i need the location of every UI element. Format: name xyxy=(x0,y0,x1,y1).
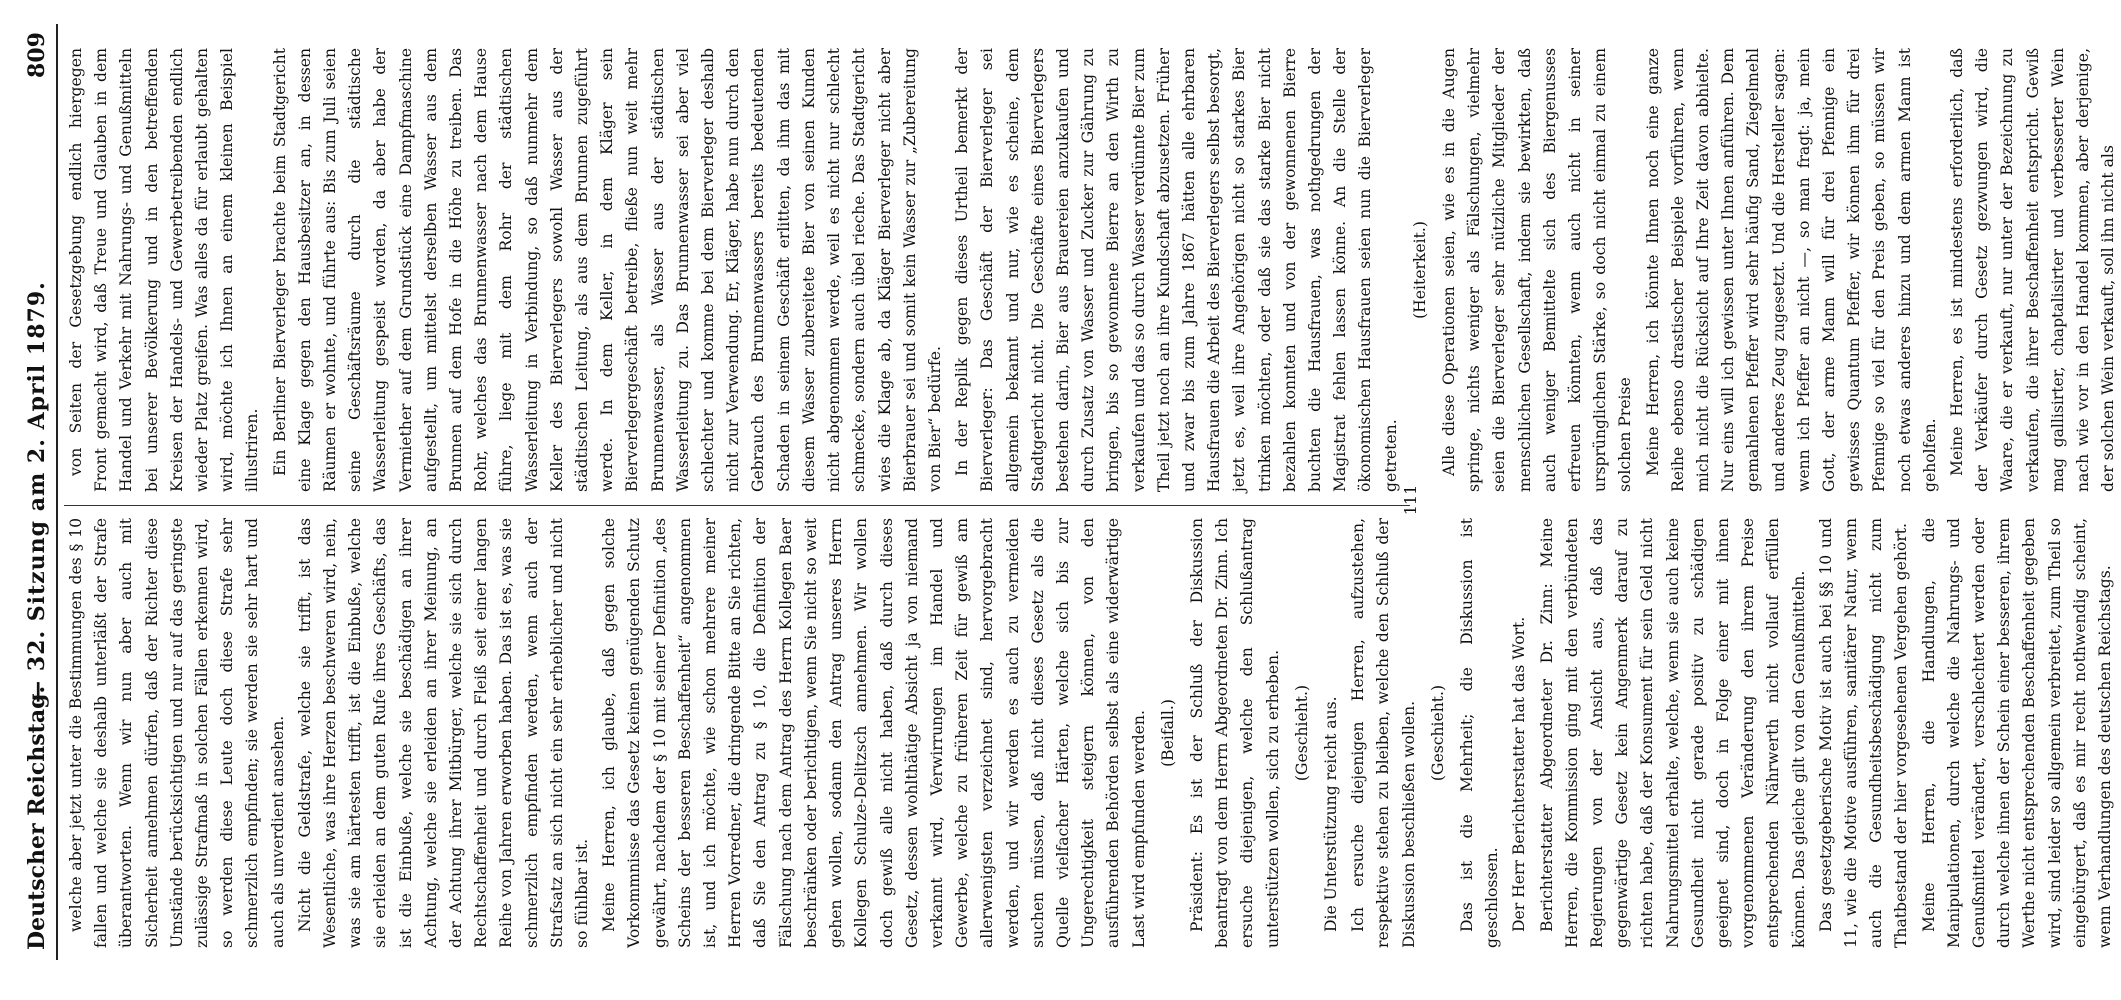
paragraph: Meine Herren, es ist mindestens erforderlich, daß der Verkäufer durch Gesetz gezwungen wird, die Waare, die er verkauft, nur unter der Bezeichnung zu verkaufen, die ihrer Beschaffenheit entspricht. Gewiß mag gallisirter, chaptalisirter und verbesserter Wein nach wie vor in den Handel kommen, aber derjenige, der solchen Wein verkauft, soll ihn nicht als xyxy=(1948,48,2118,492)
paragraph: Das ist die Mehrheit; die Diskussion ist geschlossen. xyxy=(1457,518,1502,948)
paragraph: Ein Berliner Bierverleger brachte beim Stadtgericht eine Klage gegen den Hausbesitzer an, in dessen Räumen er wohnte, und führte aus: Bis zum Juli seien seine Geschäftsräume durch die städtische Wasserleitung gespeist worden, da aber habe der Vermiether auf dem Grundstück eine Dampfmaschine aufgestellt, um mittelst derselben Wasser aus dem Brunnen auf dem Hofe in die Höhe zu treiben. Das Rohr, welches das Brunnenwasser nach dem Hause führe, liege mit dem Rohr der städtischen Wasserleitung in Verbindung, so daß nunmehr dem Keller des Bierverlegers sowohl Wasser aus der städtischen Leitung, als aus dem Brunnen zugeführt werde. In dem Keller, in dem Kläger sein Bierverlegergeschäft betreibe, fließe nun weit mehr Brunnenwasser, als Wasser aus der städtischen Wasserleitung zu. Das Brunnenwasser sei aber viel schlechter und komme bei dem Bierverleger deshalb nicht zur Verwendung. Er, Kläger, habe nun durch den Gebrauch des Brunnenwassers bereits bedeutenden Schaden in seinem Geschäft erlitten, da ihm das mit diesem Wasser zubereitete Bier von seinen Kunden nicht abgenommen werde, weil es nicht nur schlecht schmecke, sondern auch übel rieche. Das Stadtgericht wies die Klage ab, da Kläger Bierverleger nicht aber Bierbrauer sei und somit kein Wasser zur „Zubereitung von Bier“ bedürfe. xyxy=(270,48,944,492)
stage-direction: (Geschieht.) xyxy=(1292,684,1311,782)
column-divider xyxy=(64,505,1410,506)
footer-page-mark: 111 xyxy=(1401,484,1420,516)
paragraph: Die Unterstützung reicht aus. xyxy=(1321,696,1340,932)
right-column xyxy=(64,48,2118,492)
left-column xyxy=(64,518,2115,948)
paragraph: von Seiten der Gesetzgebung endlich hiergegen Front gemacht wird, daß Treue und Glauben in dem Handel und Verkehr mit Nahrungs- und Genußmitteln bei unserer Bevölkerung und in den betreffenden Kreisen der Handels- und Gewerbetreibenden endlich wieder Platz greifen. Was alles da für erlaubt gehalten wird, möchte ich Ihnen an einem kleinen Beispiel illustriren. xyxy=(67,48,262,492)
session-info: — 32. Sitzung am 2. April 1879. xyxy=(24,281,50,703)
stage-direction: (Geschieht.) xyxy=(1428,684,1447,782)
paragraph: In der Replik gegen dieses Urtheil bemerkt der Bierverleger: Das Geschäft der Bierverleger sei allgemein bekannt und nur, wie es scheine, dem Stadtgericht nicht. Die Geschäfte eines Bierverlegers bestehen darin, Bier aus Brauereien anzukaufen und durch Zusatz von Wasser und Zucker zur Gährung zu bringen, bis so gewonnene Bierre an den Wirth zu verkaufen und das so durch Wasser verdünnte Bier zum Theil jetzt noch an ihre Kundschaft abzusetzen. Früher und zwar bis zum Jahre 1867 hätten alle ehrbaren Hausfrauen die Arbeit des Bierverlegers selbst besorgt, jetzt es, weil ihre Angehörigen nicht so starkes Bier trinken möchten, oder daß sie das starke Bier nicht bezahlen konnten und von der gewonnenen Bierre buchten die Hausfrauen, was nothgedrungen der Magistrat fehlen lassen könne. An die Stelle der ökonomischen Hausfrauen seien nun die Bierverleger getreten. xyxy=(953,48,1400,492)
stage-direction: (Beifall.) xyxy=(1158,699,1177,767)
stage-direction: (Heiterkeit.) xyxy=(1410,221,1429,319)
paragraph: Meine Herren, ich könnte Ihnen noch eine ganze Reihe ebenso drastischer Beispiele vorführen, wenn mich nicht die Rücksicht auf Ihre Zeit davon abhielte. Nur eins will ich gewissen unter Ihnen anführen. Dem gemahlenen Pfeffer wird sehr häufig Sand, Ziegelmehl und anderes Zeug zugesetzt. Und die Hersteller sagen: wenn ich Pfeffer an nicht —, so man fragt: ja, mein Gott, der arme Mann will für drei Pfennige ein gewisses Quantum Pfeffer, wir können ihm für drei Pfennige so viel für den Preis geben, so müssen wir noch etwas anderes hinzu und dem armen Mann ist geholfen. xyxy=(1643,48,1939,492)
paragraph: Berichterstatter Abgeordneter Dr. Zinn: Meine Herren, die Kommission ging mit den verbündeten Regierungen von der Ansicht aus, daß das gegenwärtige Gesetz kein Angenmerk darauf zu richten habe, daß der Konsument für sein Geld nicht Nahrungsmittel erhalte, welche, wenn sie auch keine Gesundheit nicht gerade positiv zu schädigen geeignet sind, doch in Folge einer mit ihnen vorgenommenen Veränderung den ihrem Preise entsprechenden Nährwerth nicht vollauf erfüllen können. Das gleiche gilt von den Genußmitteln. xyxy=(1537,518,1808,948)
paragraph: Präsident: Es ist der Schluß der Diskussion beantragt von dem Herrn Abgeordneten Dr. Zinn. Ich ersuche diejenigen, welche den Schlußantrag unterstützen wollen, sich zu erheben. xyxy=(1187,518,1282,948)
paragraph: Alle diese Operationen seien, wie es in die Augen springe, nichts weniger als Fälschungen, vielmehr seien die Bierverleger sehr nützliche Mitglieder der menschlichen Gesellschaft, indem sie bewirkten, daß auch weniger Bemittelte sich des Biergenusses erfreuen könnten, wenn auch nicht in seiner ursprünglichen Stärke, so doch nicht einmal zu einem solchen Preise xyxy=(1439,48,1635,492)
paragraph: Meine Herren, ich glaube, daß gegen solche Vorkommnisse das Gesetz keinen genügenden Schutz gewährt, nachdem der § 10 mit seiner Definition „des Scheins der besseren Beschaffenheit“ angenommen ist, und ich möchte, wie schon mehrere meiner Herren Vorredner, die dringende Bitte an Sie richten, daß Sie den Antrag zu § 10, die Definition der Fälschung nach dem Antrag des Herrn Kollegen Baer beschränken oder berichtigen, wenn Sie nicht so weit gehen wollen, sodann den Antrag unseres Herrn Kollegen Schulze-Delitzsch annehmen. Wir wollen doch gewiß alle nicht haben, daß durch dieses Gesetz, dessen wohlthätige Absicht ja von niemand verkannt wird, Verwirrungen im Handel und Gewerbe, welche zu früheren Zeit für gewiß am allerwenigsten verzeichnet sind, hervorgebracht werden, und wir werden es auch zu vermeiden suchen müssen, daß nicht dieses Gesetz als die Quelle vielfacher Härten, welche sich bis zur Ungerechtigkeit steigern können, von den ausführenden Behörden selbst als eine widerwärtige Last wird empfunden werden. xyxy=(600,518,1148,948)
paragraph: Das gesetzgeberische Motiv ist auch bei §§ 10 und 11, wie die Motive ausführen, sanitärer Natur, wenn auch die Gesundheitsbeschädigung nicht zum Thatbestand der hier vorgesehenen Vergehen gehört. xyxy=(1816,518,1911,948)
paragraph: welche aber jetzt unter die Bestimmungen des § 10 fallen und welche sie deshalb unterläßt der Strafe überantworten. Wenn wir nun aber auch mit Sicherheit annehmen dürfen, daß der Richter diese Umstände berücksichtigen und nur auf das geringste zulässige Strafmaß in solchen Fällen erkennen wird, so werden diese Leute doch diese Strafe sehr schmerzlich empfinden; sie werden sie sehr hart und auch als unverdient ansehen. xyxy=(67,518,287,948)
paragraph: Ich ersuche diejenigen Herren, aufzustehen, respektive stehen zu bleiben, welche den Schluß der Diskussion beschließen wollen. xyxy=(1349,518,1418,948)
paragraph: Nicht die Geldstrafe, welche sie trifft, ist das Wesentliche, was ihre Herzen beschweren wird, nein, was sie am härtesten trifft, ist die Einbuße, welche sie erleiden an dem guten Rufe ihres Geschäfts, das ist die Einbuße, welche sie beschädigen an ihrer Achtung, welche sie erleiden an ihrer Meinung, an der Achtung ihrer Mitbürger, welche sie sich durch Rechtschaffenheit und durch Fleiß seit einer langen Reihe von Jahren erworben haben. Das ist es, was sie schmerzlich empfinden werden, wenn auch der Strafsatz an sich nicht ein sehr erheblicher und nicht so fühlbar ist. xyxy=(295,518,592,948)
page-header xyxy=(22,24,58,960)
paragraph: Der Herr Berichterstatter hat das Wort. xyxy=(1510,616,1529,932)
paragraph: Meine Herren, die Handlungen, die Manipulationen, durch welche die Nahrungs- und Genußmittel verändert, verschlechtert werden oder durch welche ihnen der Schein einer besseren, ihrem Werthe nicht entsprechenden Beschaffenheit gegeben wird, sind leider so allgemein verbreitet, zum Theil so eingebürgert, daß es mir recht nothwendig scheint, wenn Verhandlungen des deutschen Reichstags. xyxy=(1919,518,2115,948)
page-number: 809 xyxy=(24,32,50,78)
publication-title: Deutscher Reichstag. xyxy=(24,685,50,950)
